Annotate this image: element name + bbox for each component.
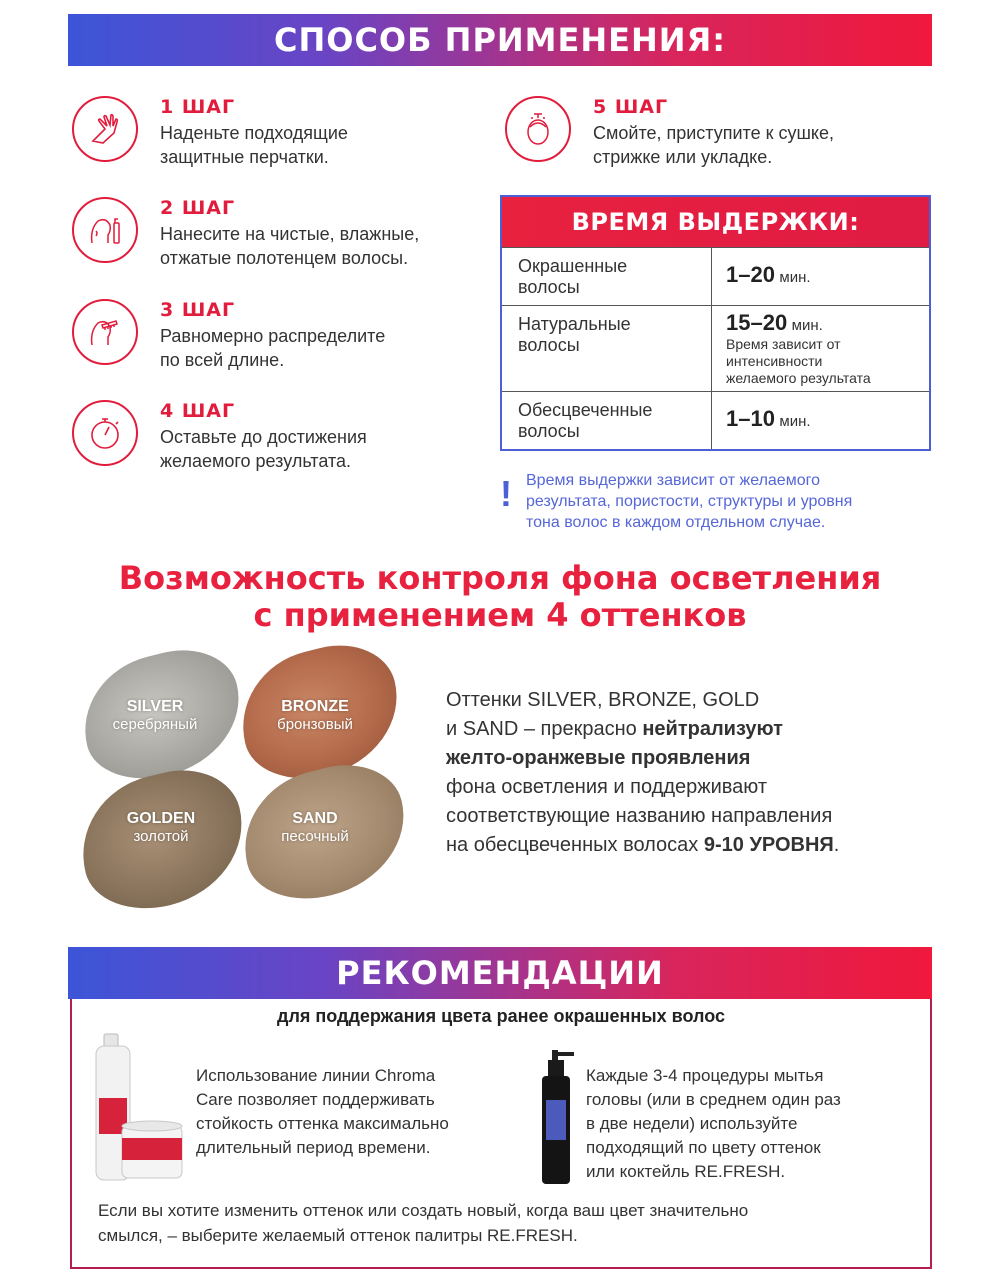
time-note: желаемого результата: [726, 370, 871, 386]
row-label: волосы: [518, 421, 580, 441]
step-number: 1 ШАГ: [160, 96, 236, 118]
step-text: желаемого результата.: [160, 451, 352, 471]
step-text: Наденьте подходящие: [160, 123, 348, 143]
row-label: волосы: [518, 277, 580, 297]
silver-label: [80, 697, 230, 733]
note-text: тона волос в каждом отдельном случае.: [526, 514, 826, 531]
rec-line: Использование линии Chroma: [196, 1066, 436, 1085]
rec-line: головы (или в среднем один раз: [586, 1090, 841, 1109]
step-number: 4 ШАГ: [160, 400, 236, 422]
method-banner: [68, 14, 932, 66]
desc-line: фона осветления и поддерживают: [446, 776, 768, 798]
shade-name-ru: песочный: [281, 828, 349, 845]
step-text: по всей длине.: [160, 350, 285, 370]
refresh-bottle-image: [536, 1048, 580, 1188]
rec-line: Care позволяет поддерживать: [196, 1090, 435, 1109]
chroma-care-text: [196, 1064, 516, 1160]
desc-bold: нейтрализуют: [642, 718, 783, 740]
time-table-title: ВРЕМЯ ВЫДЕРЖКИ:: [502, 197, 929, 247]
exclamation-icon: !: [500, 473, 512, 514]
row-label: волосы: [518, 335, 580, 355]
time-row-natural: [502, 305, 929, 391]
rec-line: подходящий по цвету оттенок: [586, 1138, 821, 1157]
timing-note: [500, 470, 940, 533]
shades-description: [446, 686, 936, 860]
time-unit: мин.: [791, 317, 823, 334]
shade-name-ru: золотой: [133, 828, 189, 845]
step-number: 2 ШАГ: [160, 197, 236, 219]
refresh-text: [586, 1064, 902, 1184]
time-note: интенсивности: [726, 353, 823, 369]
desc-line: на обесцвеченных волосах: [446, 834, 704, 856]
spray-head-icon: [72, 197, 138, 263]
chroma-care-products-image: [90, 1028, 190, 1188]
rec-line: длительный период времени.: [196, 1138, 431, 1157]
desc-bold: 9-10 УРОВНЯ: [703, 834, 834, 856]
shade-name: SILVER: [126, 698, 184, 715]
rec-line: Каждые 3-4 процедуры мытья: [586, 1066, 824, 1085]
time-value: 1–20: [726, 262, 775, 287]
time-row-bleached: [502, 391, 929, 449]
time-unit: мин.: [779, 413, 811, 430]
note-text: результата, пористости, структуры и уровня: [526, 493, 853, 510]
time-note: Время зависит от: [726, 336, 841, 352]
desc-line: и SAND – прекрасно: [446, 718, 643, 740]
step-5: [505, 96, 834, 169]
desc-line: .: [833, 834, 840, 856]
shade-name: SAND: [292, 810, 338, 827]
step-text: защитные перчатки.: [160, 147, 329, 167]
step-3: [72, 299, 385, 372]
golden-label: [86, 809, 236, 845]
time-value: 15–20: [726, 310, 788, 335]
rec-line: или коктейль RE.FRESH.: [586, 1162, 786, 1181]
step-text: Равномерно распределите: [160, 326, 386, 346]
time-table: [500, 195, 931, 451]
stopwatch-icon: [72, 400, 138, 466]
shade-name-ru: серебряный: [112, 716, 198, 733]
step-number: 3 ШАГ: [160, 299, 236, 321]
shade-name: GOLDEN: [126, 810, 196, 827]
section-headline: [0, 560, 1000, 634]
comb-head-icon: [72, 299, 138, 365]
step-number: 5 ШАГ: [593, 96, 669, 118]
shower-head-icon: [505, 96, 571, 162]
desc-bold: желто-оранжевые проявления: [446, 747, 751, 769]
step-1: [72, 96, 348, 169]
rec-line: Если вы хотите изменить оттенок или создать новый, когда ваш цвет значительно: [98, 1201, 749, 1220]
method-title: СПОСОБ ПРИМЕНЕНИЯ:: [273, 21, 727, 59]
recommendations-subtitle: для поддержания цвета ранее окрашенных волос: [277, 1006, 725, 1026]
row-label: Окрашенные: [518, 256, 628, 276]
desc-line: соответствующие названию направления: [446, 805, 833, 827]
recommendations-bottom-text: [98, 1198, 908, 1248]
recommendations-title: РЕКОМЕНДАЦИИ: [336, 954, 664, 992]
shade-name: BRONZE: [281, 698, 349, 715]
rec-line: в две недели) используйте: [586, 1114, 798, 1133]
step-text: отжатые полотенцем волосы.: [160, 248, 409, 268]
headline-line: Возможность контроля фона осветления: [118, 559, 882, 597]
sand-label: [240, 809, 390, 845]
row-label: Натуральные: [518, 314, 631, 334]
bronze-label: [240, 697, 390, 733]
step-text: стрижке или укладке.: [593, 147, 773, 167]
time-row-colored: [502, 247, 929, 305]
rec-line: стойкость оттенка максимально: [196, 1114, 449, 1133]
shade-name-ru: бронзовый: [277, 716, 353, 733]
step-text: Смойте, приступите к сушке,: [593, 123, 835, 143]
step-text: Нанесите на чистые, влажные,: [160, 224, 420, 244]
step-2: [72, 197, 419, 270]
headline-line: с применением 4 оттенков: [253, 596, 747, 634]
time-unit: мин.: [779, 269, 811, 286]
row-label: Обесцвеченные: [518, 400, 653, 420]
step-text: Оставьте до достижения: [160, 427, 367, 447]
glove-icon: [72, 96, 138, 162]
step-4: [72, 400, 367, 473]
desc-line: Оттенки SILVER, BRONZE, GOLD: [446, 689, 760, 711]
note-text: Время выдержки зависит от желаемого: [526, 472, 820, 489]
recommendations-banner: [68, 947, 932, 999]
time-value: 1–10: [726, 406, 775, 431]
rec-line: смылся, – выберите желаемый оттенок палитры RE.FRESH.: [98, 1226, 578, 1245]
